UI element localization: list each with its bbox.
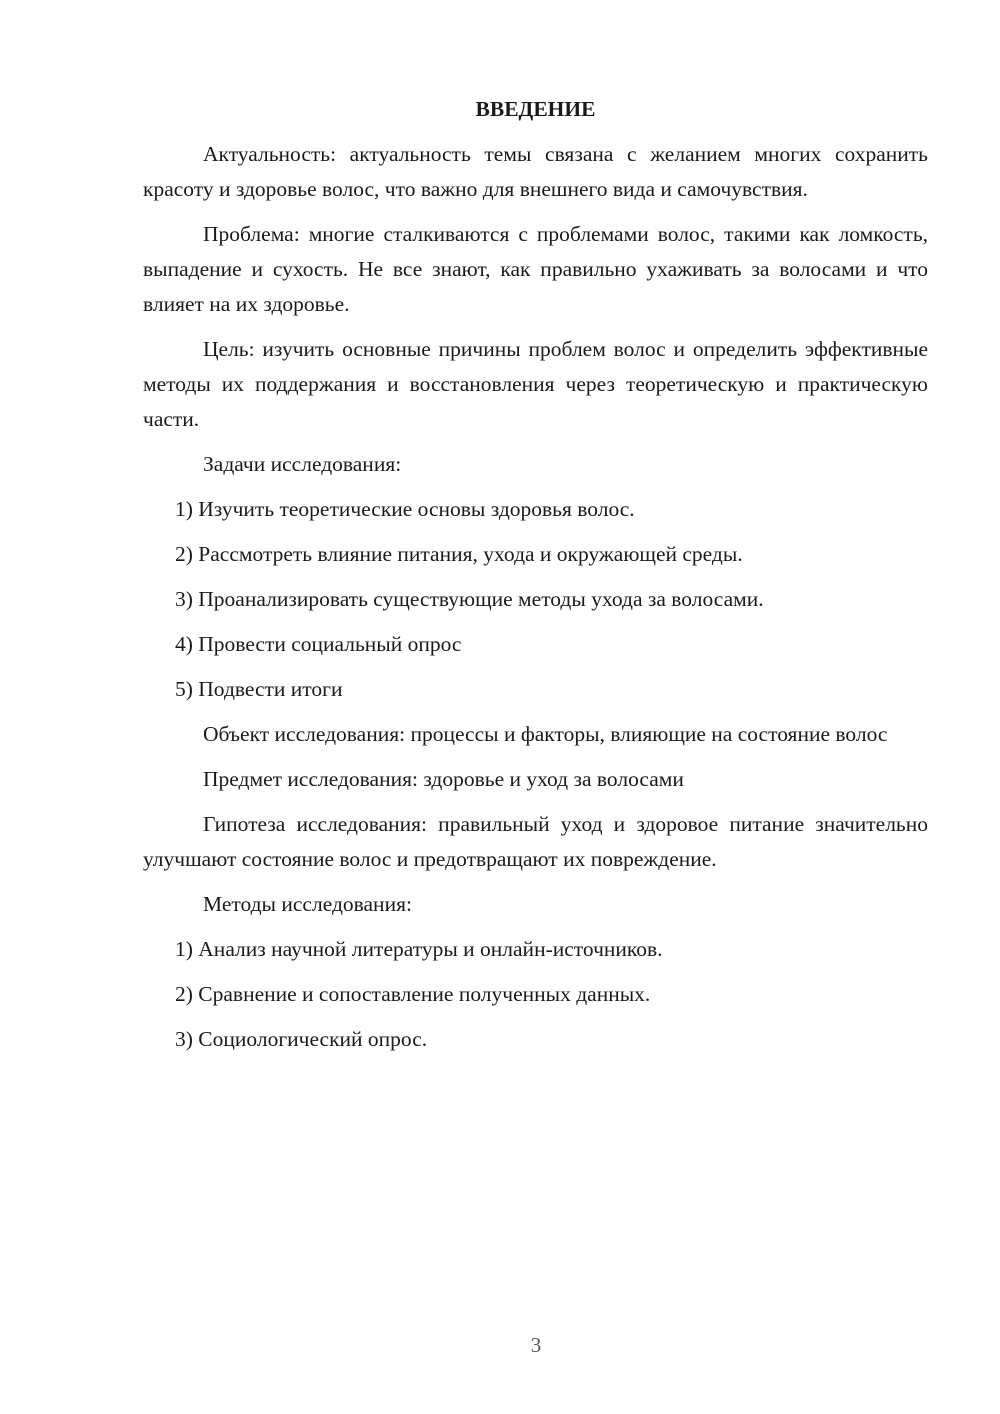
subject-paragraph: Предмет исследования: здоровье и уход за волосами (203, 767, 684, 791)
object-paragraph: Объект исследования: процессы и факторы, влияющие на состояние волос (203, 722, 888, 746)
methods-heading: Методы исследования: (203, 892, 412, 916)
list-item: 3) Проанализировать существующие методы ухода за волосами. (175, 587, 764, 611)
list-item: 2) Рассмотреть влияние питания, ухода и окружающей среды. (175, 542, 743, 566)
tasks-list (143, 492, 928, 707)
goal-paragraph: Цель: изучить основные причины проблем волос и определить эффективные методы их поддержания и восстановления через теоретическую и практическую части. (143, 337, 928, 431)
problem-paragraph: Проблема: многие сталкиваются с проблемами волос, такими как ломкость, выпадение и сухость. Не все знают, как правильно ухаживать за волосами и что влияет на их здоровье. (143, 222, 928, 316)
list-item: 4) Провести социальный опрос (175, 632, 462, 656)
hypothesis-paragraph: Гипотеза исследования: правильный уход и здоровое питание значительно улучшают состояние волос и предотвращают их повреждение. (143, 812, 928, 871)
methods-list (143, 932, 928, 1057)
section-title: ВВЕДЕНИЕ (475, 97, 596, 121)
page-number: 3 (530, 1333, 542, 1357)
list-item: 1) Изучить теоретические основы здоровья волос. (175, 497, 635, 521)
list-item: 5) Подвести итоги (175, 677, 343, 701)
list-item: 1) Анализ научной литературы и онлайн-источников. (175, 937, 663, 961)
tasks-heading: Задачи исследования: (203, 452, 402, 476)
relevance-paragraph: Актуальность: актуальность темы связана с желанием многих сохранить красоту и здоровье волос, что важно для внешнего вида и самочувствия. (143, 142, 928, 201)
list-item: 2) Сравнение и сопоставление полученных данных. (175, 982, 651, 1006)
document-page (143, 92, 928, 1067)
list-item: 3) Социологический опрос. (175, 1027, 428, 1051)
